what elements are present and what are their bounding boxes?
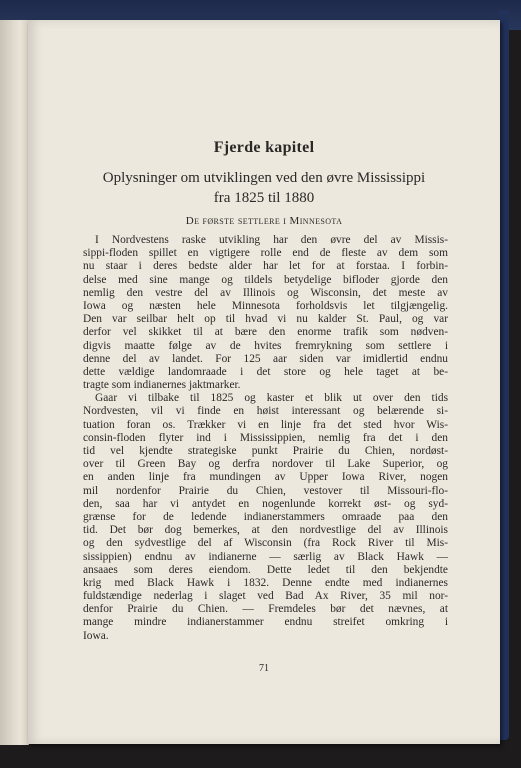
text-line: den, saa har vi antydet en nogenlunde korrekt øst- og syd- <box>83 497 448 510</box>
text-line: denne del av landet. For 125 aar siden var imidlertid endnu <box>83 352 448 365</box>
text-line: mil nordenfor Prairie du Chien, vestover til Missouri-flo- <box>83 484 448 497</box>
text-line: ansaaes som deres eiendom. Dette ledet til den bekjendte <box>83 563 448 576</box>
text-line: nu staar i deres bedste alder har let for at forstaa. I forbin- <box>83 260 448 273</box>
text-line: grænse for de ledende indianerstammers omraade paa den <box>83 510 448 523</box>
text-line: og den sydvestlige del af Wisconsin (fra Rock River til Mis- <box>83 537 448 550</box>
text-line: sissippien) endnu av indianerne — særlig av Black Hawk — <box>83 550 448 563</box>
book-cover-spine-edge <box>499 10 509 740</box>
text-line: derfor vel skikket til at bære den enorme trafik som nødven- <box>83 326 448 339</box>
text-line: Gaar vi tilbake til 1825 og kaster et blik ut over den tids <box>95 392 448 405</box>
chapter-subtitle <box>68 168 460 208</box>
text-line: tragte som indianernes jaktmarker. <box>83 379 241 392</box>
text-line: I Nordvestens raske utvikling har den øvre del av Missis- <box>95 234 448 246</box>
text-line: tid. Det bør dog bemerkes, at den nordvestlige del av Illinois <box>83 524 448 537</box>
text-line: digvis maatte følge av de hvites fremrykning som settlere i <box>83 339 448 352</box>
chapter-title: Fjerde kapitel <box>213 139 315 156</box>
body-text <box>83 234 448 643</box>
facing-page-edge <box>0 20 29 745</box>
text-line: tid vel kjendte strategiske punkt Prairie du Chien, nordøst- <box>83 445 448 457</box>
text-line: Den var seilbar helt op til hvad vi nu kalder St. Paul, og var <box>83 313 448 326</box>
subtitle-line: Oplysninger om utviklingen ved den øvre Mississippi <box>102 170 426 186</box>
page-number: 71 <box>259 663 269 674</box>
text-line: Iowa og næsten hele Minnesota forholdsvis let tilgjængelig. <box>83 299 448 312</box>
text-line: tuation foran os. Trækker vi en linje fra det sted hvor Wis- <box>83 418 448 431</box>
text-line: Nordvesten, vil vi finde en høist interessant og belærende si- <box>83 405 448 418</box>
subtitle-line: fra 1825 til 1880 <box>213 190 315 206</box>
text-line: en anden linje fra mundingen av Upper Iowa River, nogen <box>83 471 448 484</box>
text-line: dette vældige landomraade i det store og hele taget at be- <box>83 365 448 378</box>
text-line: consin-floden flyter ind i Mississippien, nemlig fra det i den <box>83 431 448 444</box>
text-line: nemlig den vestre del av Illinois og Wisconsin, det meste av <box>83 286 448 299</box>
text-line: denfor Prairie du Chien. — Fremdeles bør det nævnes, at <box>83 603 448 616</box>
book-page <box>28 20 500 744</box>
section-heading: De første settlere i Minnesota <box>185 215 343 227</box>
text-line: krig med Black Hawk i 1832. Denne endte med indianernes <box>83 576 448 589</box>
text-line: over til Green Bay og derfra nordover til Lake Superior, og <box>83 458 448 471</box>
text-line: fuldstændige nederlag i slaget ved Bad Ax River, 35 mil nor- <box>83 590 448 603</box>
text-line: mange mindre indianerstammer endnu streifet omkring i <box>83 616 448 629</box>
text-line: sippi-floden spillet en vigtigere rolle end de fleste av dem som <box>83 247 448 260</box>
text-line: delse med sine mange og tildels betydelige bifloder gjorde den <box>83 273 448 286</box>
text-line: Iowa. <box>83 629 109 642</box>
